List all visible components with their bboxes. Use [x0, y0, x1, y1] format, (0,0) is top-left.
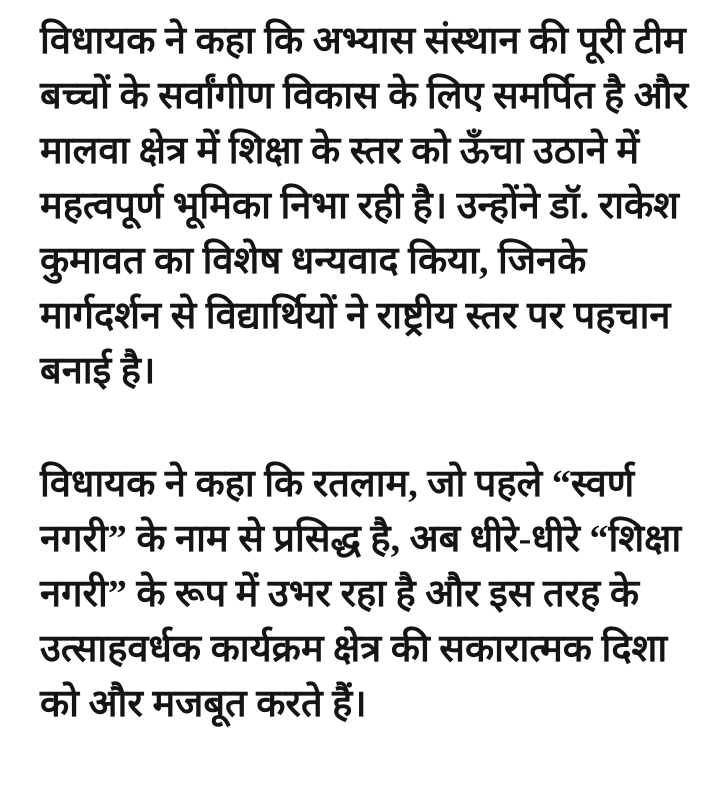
text-line: महत्वपूर्ण भूमिका निभा रही है। उन्होंने डॉ. राकेश [40, 185, 679, 227]
text-line: को और मजबूत करते हैं। [40, 683, 367, 725]
text-line: बच्चों के सर्वांगीण विकास के लिए समर्पित है और [40, 75, 689, 117]
text-line: कुमावत का विशेष धन्यवाद किया, जिनके [40, 240, 587, 282]
text-line: विधायक ने कहा कि अभ्यास संस्थान की पूरी टीम [40, 20, 686, 62]
text-line: मार्गदर्शन से विद्यार्थियों ने राष्ट्रीय स्तर पर पहचान [40, 295, 671, 337]
article-body [40, 14, 706, 732]
paragraph-2 [40, 457, 706, 732]
text-line: मालवा क्षेत्र में शिक्षा के स्तर को ऊँचा उठाने में [40, 130, 640, 172]
text-line: नगरी” के रूप में उभर रहा है और इस तरह के [40, 573, 640, 615]
text-line: उत्साहवर्धक कार्यक्रम क्षेत्र की सकारात्मक दिशा [40, 628, 668, 670]
text-line: नगरी” के नाम से प्रसिद्ध है, अब धीरे-धीरे “शिक्षा [40, 518, 682, 560]
text-line: विधायक ने कहा कि रतलाम, जो पहले “स्वर्ण [40, 463, 635, 505]
text-line: बनाई है। [40, 350, 156, 392]
paragraph-1 [40, 14, 706, 399]
